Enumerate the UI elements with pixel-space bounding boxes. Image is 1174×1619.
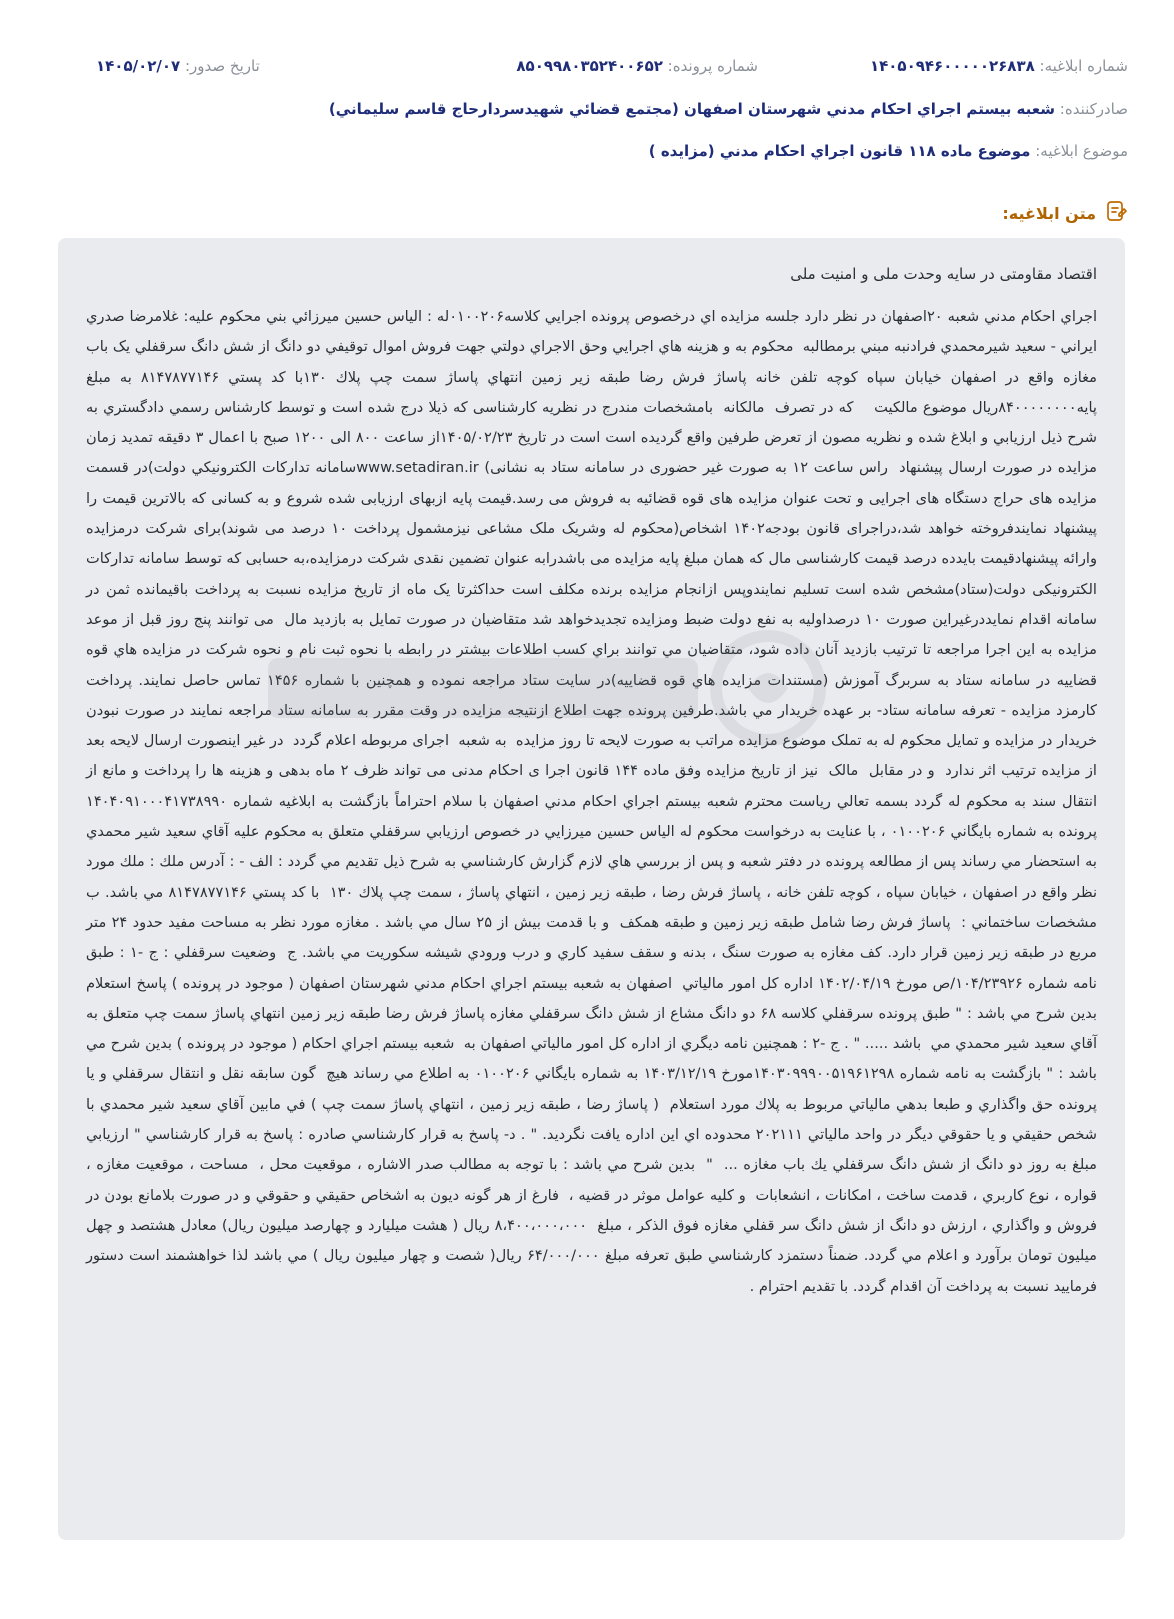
notice-body-text: اجراي احكام مدني شعبه ۲۰اصفهان در نظر دارد جلسه مزايده اي درخصوص پرونده اجرايي كلاسه۰۱۰۰۲۰۶له : الياس حسين ميرزائي بني محکوم علیه: غلامرضا صدري ايراني - سعيد شيرمحمدي فرادنبه مبني برمطالبه محكوم به و هزينه هاي اجرايي وحق الاجراي دولتي جهت فروش اموال توقيفي دو دانگ از شش دانگ سرقفلي یک باب مغازه واقع در اصفهان خيابان سپاه كوچه تلفن خانه پاساژ فرش رضا طبقه زیر زمین انتهاي پاساژ سمت چپ پلاك ۱۳۰با كد پستي ۸۱۴۷۸۷۷۱۴۶ به مبلغ پايه۸۴۰۰۰۰۰۰۰۰ريال موضوع مالكيت كه در تصرف مالكانه بامشخصات مندرج در نظريه كارشناسی که ذیلا درج شده است و توسط كارشناس رسمي دادگستري به شرح ذيل ارزيابي و ابلاغ شده و نظريه مصون از تعرض طرفين واقع گرديده است است در تاريخ ۱۴۰۵/۰۲/۲۳از ساعت ۸۰۰ الی ۱۲۰۰ صبح با اعمال ۳ دقیقه تمدید زمان مزایده در صورت ارسال پیشنهاد راس ساعت ۱۲ به صورت غیر حضوری در سامانه ستاد به نشانی) www.setadiran.irسامانه تداركات الكترونيكي دولت)در قسمت مزايده های حراج دستگاه های اجرایی و تحت عنوان مزايده های قوه قضائيه به فروش می رسد.قیمت پایه ازبهای ارزیابی شده شروع و به کسانی که بالاترین قیمت را پیشنهاد نمایندفروخته خواهد شد،دراجرای قانون بودجه۱۴۰۲ اشخاص(محکوم له وشریک ملک مشاعی نیزمشمول پرداخت ۱۰ درصد می شوند)برای شرکت درمزایده وارائه پیشنهادقیمت بایدده درصد قیمت کارشناسی مال که همان مبلغ پایه مزایده می باشدرابه عنوان تضمین نقدی شرکت درمزایده،به حسابی که توسط سامانه تدارکات الکترونیکی دولت(ستاد)مشخص شده است تسلیم نمایندوپس ازانجام مزایده برنده مکلف است حداکثرتا یک ماه از تاریخ مزایده نسبت به پرداخت باقیمانده ثمن در سامانه اقدام نمایددرغیراین صورت ۱۰ درصداولیه به نفع دولت ضبط ومزایده تجدیدخواهد شد متقاضیان در صورت تمایل به بازدید مال می توانند پنج روز قبل از موعد مزايده به اين اجرا مراجعه تا ترتيب بازديد آنان داده شود، متقاضيان مي توانند براي كسب اطلاعات بيشتر در رابطه با نحوه ثبت نام و نحوه شركت در مزايده هاي قوه قضاييه در سامانه ستاد به سربرگ آموزش (مستندات مزايده هاي قوه قضاييه)در سايت ستاد مراجعه نموده و همچنين با شماره ۱۴۵۶ تماس حاصل نمايند. پرداخت كارمزد مزايده - تعرفه سامانه ستاد- بر عهده خريدار مي باشد.طرفین پرونده جهت اطلاع ازنتیجه مزایده در وقت مقرر به سامانه ستاد مراجعه نمایند در صورت نبودن خریدار در مزایده و تمایل محکوم له به تملک موضوع مزایده مراتب به صورت لایحه تا روز مزایده به شعبه اجرای مربوطه اعلام گردد در غیر اینصورت ارسال لایحه بعد از مزایده ترتیب اثر ندارد و در مقابل مالک نیز از تاریخ مزایده وفق ماده ۱۴۴ قانون اجرا ی احکام مدنی می تواند ظرف ۲ ماه بدهی و هزینه ها را پرداخت و مانع از انتقال سند به محکوم له گردد بسمه تعالي رياست محترم شعبه بيستم اجراي احكام مدني اصفهان با سلام احتراماً بازگشت به ابلاغيه شماره ۱۴۰۴۰۹۱۰۰۰۴۱۷۳۸۹۹۰ پرونده به شماره بايگاني ۰۱۰۰۲۰۶ ، با عنايت به درخواست محكوم له الياس حسين ميرزايي در خصوص ارزيابي سرقفلي متعلق به محكوم عليه آقاي سعيد شير محمدي به استحضار مي رساند پس از مطالعه پرونده در دفتر شعبه و پس از بررسي هاي لازم گزارش كارشناسي به شرح ذيل تقديم مي گردد : الف - : آدرس ملك : ملك مورد نظر واقع در اصفهان ، خيابان سپاه ، كوچه تلفن خانه ، پاساژ فرش رضا ، طبقه زير زمين ، انتهاي پاساژ ، سمت چپ پلاك ۱۳۰ با كد پستي ۸۱۴۷۸۷۷۱۴۶ مي باشد. ب مشخصات ساختماني : پاساژ فرش رضا شامل طبقه زير زمين و طبقه همكف و با قدمت بيش از ۲۵ سال مي باشد . مغازه مورد نظر به مساحت مفيد حدود ۲۴ متر مربع در طبقه زير زمين قرار دارد. كف مغازه به صورت سنگ ، بدنه و سقف سفيد كاري و درب ورودي شيشه سكوريت مي باشد. ج وضعيت سرقفلي : ج -۱ : طبق نامه شماره ۱۰۴/۲۳۹۲۶/ص مورخ ۱۴۰۲/۰۴/۱۹ اداره كل امور مالياتي اصفهان به شعبه بيستم اجراي احكام مدني شهرستان اصفهان ( موجود در پرونده ) پاسخ استعلام بدين شرح مي باشد : " طبق پرونده سرقفلي كلاسه ۶۸ دو دانگ مشاع از شش دانگ سرقفلي مغازه پاساژ فرش رضا طبقه زير زمين انتهاي پاساژ سمت چپ متعلق به آقاي سعيد شير محمدي مي باشد ..... " . ج -۲ : همچنين نامه ديگري از اداره كل امور مالياتي اصفهان به شعبه بيستم اجراي احكام ( موجود در پرونده ) بدين شرح مي باشد : " بازگشت به نامه شماره ۱۴۰۳۰۹۹۹۰۰۵۱۹۶۱۲۹۸مورخ ۱۴۰۳/۱۲/۱۹ به شماره بايگاني ۰۱۰۰۲۰۶ به اطلاع مي رساند هيچ گون سابقه نقل و انتقال سرقفلي و يا پرونده حق واگذاري و طبعا بدهي مالياتي مربوط به پلاك مورد استعلام ( پاساژ رضا ، طبقه زير زمين ، انتهاي پاساژ سمت چپ ) في مابين آقاي سعيد شير محمدي با شخص حقيقي و يا حقوقي ديگر در واحد مالياتي ۲۰۲۱۱۱ محدوده اي اين اداره يافت نگرديد. " . د- پاسخ به قرار كارشناسي صادره : پاسخ به قرار كارشناسي " ارزيابي مبلغ به روز دو دانگ از شش دانگ سرقفلي يك باب مغازه ... " بدين شرح مي باشد : با توجه به مطالب صدر الاشاره ، موقعيت محل ، مساحت ، موقعيت مغازه ، قواره ، نوع كاربري ، قدمت ساخت ، امكانات ، انشعابات و كليه عوامل موثر در قضيه ، فارغ از هر گونه ديون به اشخاص حقيقي و حقوقي و در صورت بلامانع بودن در فروش و واگذاري ، ارزش دو دانگ از شش دانگ سر قفلي مغازه فوق الذكر ، مبلغ ۸،۴۰۰،۰۰۰،۰۰۰ ريال ( هشت ميليارد و چهارصد ميليون ريال) معادل هشتصد و چهل ميليون تومان برآورد و اعلام مي گردد. ضمناً دستمزد كارشناسي طبق تعرفه مبلغ ۶۴/۰۰۰/۰۰۰ ريال( شصت و چهار ميليون ريال ) مي باشد لذا خواهشمند است دستور فرماييد نسبت به پرداخت آن اقدام گردد. با تقديم احترام . (76, 308, 1098, 1295)
subject-label: موضوع ابلاغیه: (1035, 142, 1128, 160)
case-number-value: ۸۵۰۹۹۸۰۳۵۲۴۰۰۶۵۲ (516, 57, 663, 75)
notice-number-value: ۱۴۰۵۰۹۴۶۰۰۰۰۰۲۶۸۳۸ (869, 57, 1035, 75)
document-icon (1104, 199, 1128, 227)
notice-number-label: شماره ابلاغیه: (1039, 57, 1128, 75)
subject-row (46, 142, 1128, 160)
subject-value: موضوع ماده ۱۱۸ قانون اجراي احكام مدني (مزايده ) (648, 142, 1031, 160)
notice-text-heading (1002, 199, 1128, 227)
meta-row-ids (46, 57, 1128, 81)
issuer-value: شعبه بيستم اجراي احكام مدني شهرستان اصفهان (مجتمع قضائي شهيدسردارحاج قاسم سليماني) (328, 100, 1055, 118)
issue-date-label: تاریخ صدور: (184, 57, 260, 75)
notice-text-panel (58, 238, 1125, 1540)
issuer-label: صادرکننده: (1059, 100, 1128, 118)
motto-line: اقتصاد مقاومتی در سایه وحدت ملی و امنیت ملی (790, 265, 1097, 283)
issue-date (96, 57, 260, 75)
notice-number (870, 57, 1128, 75)
case-number (516, 57, 758, 75)
notice-text-title: متن ابلاغیه: (1002, 203, 1096, 223)
issue-date-value: ۱۴۰۵/۰۲/۰۷ (96, 57, 181, 75)
case-number-label: شماره پرونده: (667, 57, 758, 75)
issuer-row (46, 100, 1128, 118)
